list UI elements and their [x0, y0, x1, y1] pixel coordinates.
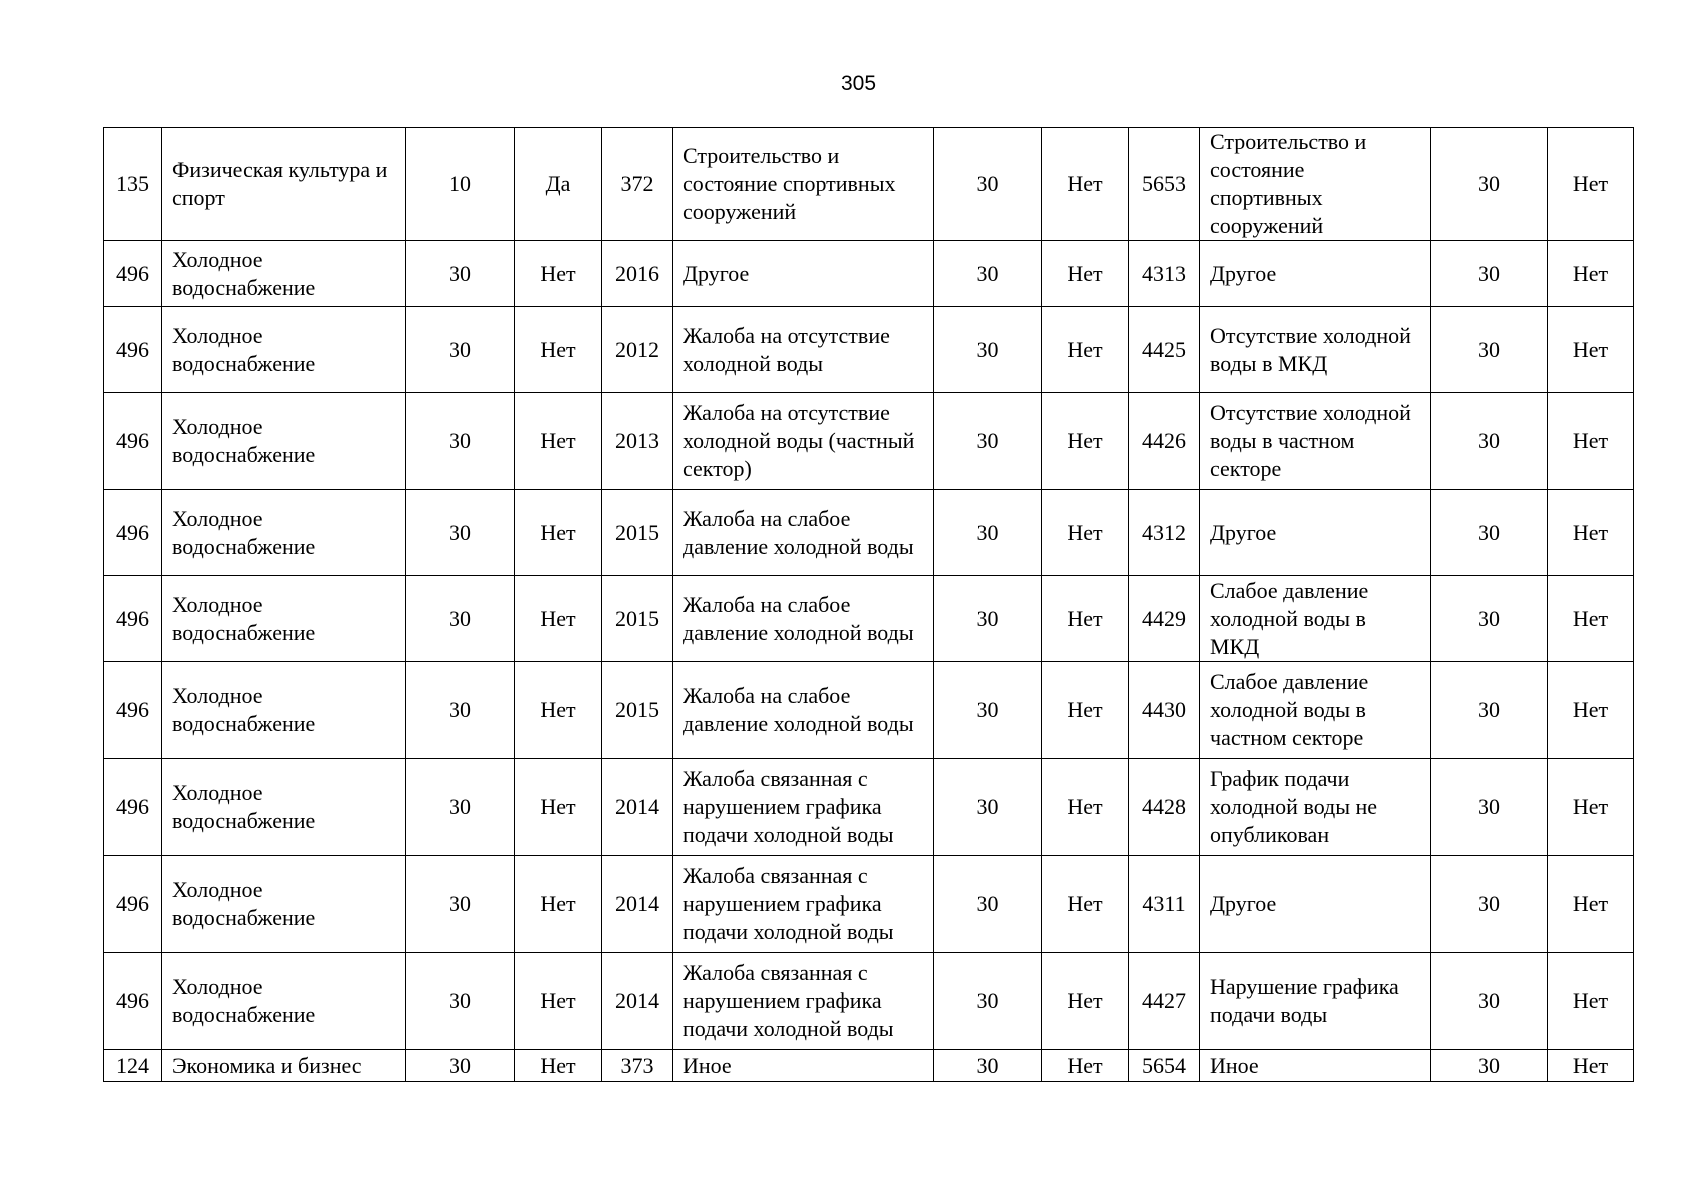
topic-name-cell: Строительство и состояние спортивных сооружений [1200, 128, 1431, 241]
subcategory-code-cell: 2012 [602, 307, 673, 393]
topic-flag-cell: Нет [1548, 856, 1634, 953]
topic-deadline-cell: 30 [1431, 490, 1548, 576]
category-code-cell: 496 [104, 856, 162, 953]
table-row [104, 662, 1634, 759]
table-row [104, 128, 1634, 241]
topic-flag-cell: Нет [1548, 128, 1634, 241]
category-code-cell: 135 [104, 128, 162, 241]
table-row [104, 393, 1634, 490]
category-code-cell: 124 [104, 1050, 162, 1082]
subcategory-flag-cell: Нет [1042, 576, 1129, 662]
subcategory-name-cell: Жалоба на отсутствие холодной воды [673, 307, 934, 393]
category-deadline-cell: 30 [406, 241, 515, 307]
category-name-cell: Холодное водоснабжение [162, 393, 406, 490]
category-name-cell: Экономика и бизнес [162, 1050, 406, 1082]
category-code-cell: 496 [104, 307, 162, 393]
subcategory-code-cell: 2016 [602, 241, 673, 307]
table-row [104, 576, 1634, 662]
topic-deadline-cell: 30 [1431, 128, 1548, 241]
topic-code-cell: 4430 [1129, 662, 1200, 759]
category-flag-cell: Нет [515, 307, 602, 393]
category-deadline-cell: 30 [406, 953, 515, 1050]
table-row [104, 1050, 1634, 1082]
table-row [104, 307, 1634, 393]
topic-code-cell: 4313 [1129, 241, 1200, 307]
topic-name-cell: Нарушение графика подачи воды [1200, 953, 1431, 1050]
subcategory-code-cell: 2015 [602, 490, 673, 576]
category-code-cell: 496 [104, 953, 162, 1050]
topic-name-cell: Отсутствие холодной воды в МКД [1200, 307, 1431, 393]
topic-name-cell: Слабое давление холодной воды в МКД [1200, 576, 1431, 662]
subcategory-flag-cell: Нет [1042, 953, 1129, 1050]
topic-deadline-cell: 30 [1431, 953, 1548, 1050]
topic-code-cell: 4426 [1129, 393, 1200, 490]
category-name-cell: Холодное водоснабжение [162, 241, 406, 307]
subcategory-deadline-cell: 30 [934, 241, 1042, 307]
topic-code-cell: 4428 [1129, 759, 1200, 856]
topic-name-cell: Другое [1200, 241, 1431, 307]
subcategory-code-cell: 2015 [602, 576, 673, 662]
topic-flag-cell: Нет [1548, 576, 1634, 662]
category-name-cell: Холодное водоснабжение [162, 662, 406, 759]
subcategory-code-cell: 2014 [602, 856, 673, 953]
category-name-cell: Холодное водоснабжение [162, 307, 406, 393]
subcategory-name-cell: Жалоба на слабое давление холодной воды [673, 490, 934, 576]
subcategory-deadline-cell: 30 [934, 856, 1042, 953]
category-flag-cell: Да [515, 128, 602, 241]
subcategory-name-cell: Жалоба связанная с нарушением графика подачи холодной воды [673, 953, 934, 1050]
subcategory-name-cell: Другое [673, 241, 934, 307]
topic-name-cell: Другое [1200, 856, 1431, 953]
topic-code-cell: 5653 [1129, 128, 1200, 241]
subcategory-name-cell: Жалоба на слабое давление холодной воды [673, 576, 934, 662]
subcategory-deadline-cell: 30 [934, 393, 1042, 490]
category-flag-cell: Нет [515, 241, 602, 307]
table-row [104, 953, 1634, 1050]
category-flag-cell: Нет [515, 662, 602, 759]
subcategory-code-cell: 2015 [602, 662, 673, 759]
topic-code-cell: 5654 [1129, 1050, 1200, 1082]
subcategory-deadline-cell: 30 [934, 953, 1042, 1050]
subcategory-flag-cell: Нет [1042, 759, 1129, 856]
table-row [104, 759, 1634, 856]
category-deadline-cell: 30 [406, 576, 515, 662]
category-name-cell: Холодное водоснабжение [162, 759, 406, 856]
subcategory-name-cell: Жалоба связанная с нарушением графика подачи холодной воды [673, 856, 934, 953]
subcategory-deadline-cell: 30 [934, 128, 1042, 241]
subcategory-deadline-cell: 30 [934, 759, 1042, 856]
category-name-cell: Холодное водоснабжение [162, 490, 406, 576]
category-flag-cell: Нет [515, 953, 602, 1050]
category-flag-cell: Нет [515, 1050, 602, 1082]
category-name-cell: Физическая культура и спорт [162, 128, 406, 241]
table-body [104, 128, 1634, 1082]
topic-name-cell: Другое [1200, 490, 1431, 576]
subcategory-flag-cell: Нет [1042, 662, 1129, 759]
topic-name-cell: Отсутствие холодной воды в частном секторе [1200, 393, 1431, 490]
subcategory-code-cell: 372 [602, 128, 673, 241]
category-name-cell: Холодное водоснабжение [162, 856, 406, 953]
subcategory-flag-cell: Нет [1042, 307, 1129, 393]
category-flag-cell: Нет [515, 576, 602, 662]
category-deadline-cell: 30 [406, 307, 515, 393]
classifier-table [103, 127, 1634, 1082]
topic-code-cell: 4429 [1129, 576, 1200, 662]
subcategory-deadline-cell: 30 [934, 662, 1042, 759]
subcategory-deadline-cell: 30 [934, 490, 1042, 576]
subcategory-code-cell: 2014 [602, 759, 673, 856]
category-deadline-cell: 30 [406, 662, 515, 759]
topic-deadline-cell: 30 [1431, 856, 1548, 953]
table-row [104, 856, 1634, 953]
subcategory-flag-cell: Нет [1042, 490, 1129, 576]
subcategory-name-cell: Жалоба на слабое давление холодной воды [673, 662, 934, 759]
category-deadline-cell: 10 [406, 128, 515, 241]
category-name-cell: Холодное водоснабжение [162, 576, 406, 662]
topic-flag-cell: Нет [1548, 662, 1634, 759]
category-flag-cell: Нет [515, 393, 602, 490]
topic-flag-cell: Нет [1548, 241, 1634, 307]
category-flag-cell: Нет [515, 759, 602, 856]
topic-deadline-cell: 30 [1431, 759, 1548, 856]
subcategory-flag-cell: Нет [1042, 128, 1129, 241]
topic-name-cell: График подачи холодной воды не опубликован [1200, 759, 1431, 856]
topic-flag-cell: Нет [1548, 759, 1634, 856]
topic-name-cell: Иное [1200, 1050, 1431, 1082]
subcategory-code-cell: 373 [602, 1050, 673, 1082]
subcategory-deadline-cell: 30 [934, 576, 1042, 662]
subcategory-code-cell: 2013 [602, 393, 673, 490]
topic-deadline-cell: 30 [1431, 1050, 1548, 1082]
subcategory-deadline-cell: 30 [934, 1050, 1042, 1082]
page-number: 305 [840, 72, 877, 95]
category-deadline-cell: 30 [406, 759, 515, 856]
category-code-cell: 496 [104, 662, 162, 759]
category-code-cell: 496 [104, 490, 162, 576]
category-code-cell: 496 [104, 241, 162, 307]
topic-deadline-cell: 30 [1431, 393, 1548, 490]
category-deadline-cell: 30 [406, 490, 515, 576]
subcategory-flag-cell: Нет [1042, 393, 1129, 490]
subcategory-name-cell: Жалоба на отсутствие холодной воды (частный сектор) [673, 393, 934, 490]
category-flag-cell: Нет [515, 490, 602, 576]
topic-flag-cell: Нет [1548, 393, 1634, 490]
topic-deadline-cell: 30 [1431, 662, 1548, 759]
category-deadline-cell: 30 [406, 1050, 515, 1082]
subcategory-flag-cell: Нет [1042, 1050, 1129, 1082]
topic-code-cell: 4311 [1129, 856, 1200, 953]
subcategory-flag-cell: Нет [1042, 241, 1129, 307]
table-row [104, 241, 1634, 307]
subcategory-flag-cell: Нет [1042, 856, 1129, 953]
subcategory-code-cell: 2014 [602, 953, 673, 1050]
topic-flag-cell: Нет [1548, 307, 1634, 393]
topic-code-cell: 4312 [1129, 490, 1200, 576]
category-deadline-cell: 30 [406, 856, 515, 953]
topic-deadline-cell: 30 [1431, 241, 1548, 307]
topic-code-cell: 4427 [1129, 953, 1200, 1050]
topic-deadline-cell: 30 [1431, 576, 1548, 662]
subcategory-deadline-cell: 30 [934, 307, 1042, 393]
topic-flag-cell: Нет [1548, 490, 1634, 576]
topic-code-cell: 4425 [1129, 307, 1200, 393]
category-code-cell: 496 [104, 576, 162, 662]
subcategory-name-cell: Иное [673, 1050, 934, 1082]
category-deadline-cell: 30 [406, 393, 515, 490]
topic-deadline-cell: 30 [1431, 307, 1548, 393]
topic-name-cell: Слабое давление холодной воды в частном секторе [1200, 662, 1431, 759]
topic-flag-cell: Нет [1548, 953, 1634, 1050]
subcategory-name-cell: Строительство и состояние спортивных сооружений [673, 128, 934, 241]
category-name-cell: Холодное водоснабжение [162, 953, 406, 1050]
topic-flag-cell: Нет [1548, 1050, 1634, 1082]
table-row [104, 490, 1634, 576]
subcategory-name-cell: Жалоба связанная с нарушением графика подачи холодной воды [673, 759, 934, 856]
category-code-cell: 496 [104, 393, 162, 490]
category-flag-cell: Нет [515, 856, 602, 953]
category-code-cell: 496 [104, 759, 162, 856]
